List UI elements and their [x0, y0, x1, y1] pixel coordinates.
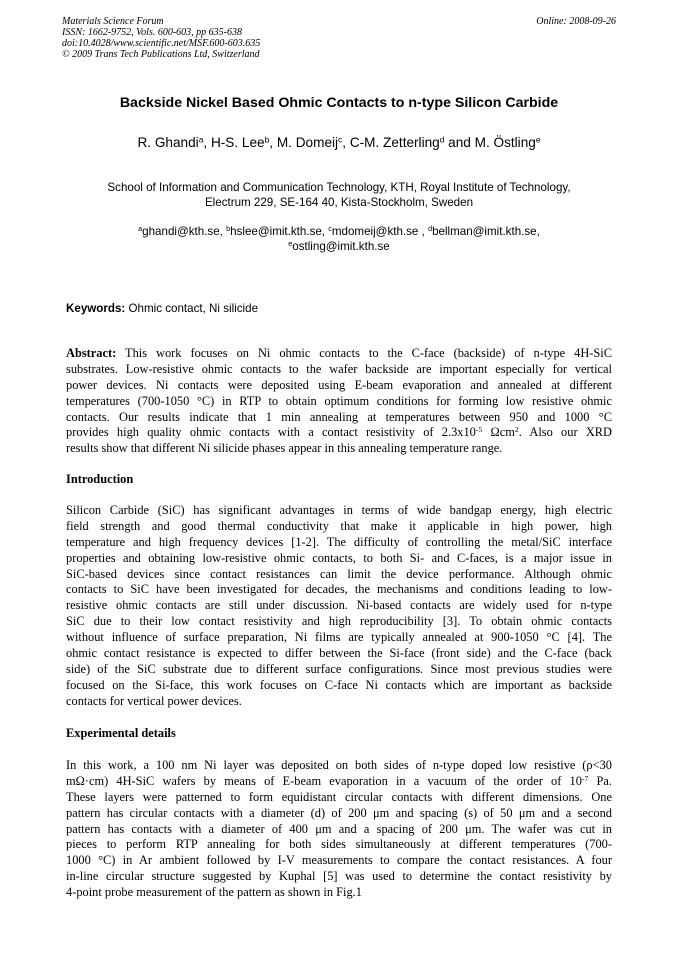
email-superscript: d [428, 224, 433, 234]
paragraph-line: contacts to SiC have been investigated for decades, the mechanisms and conditions leading to low- [66, 582, 612, 597]
author-superscript: e [535, 134, 541, 145]
author-name: C-M. Zetterling [349, 135, 440, 150]
abstract [66, 346, 612, 457]
author-separator: , [203, 135, 211, 150]
abstract-line-text: This work focuses on Ni ohmic contacts to the C-face (backside) of n-type 4H-SiC [125, 346, 612, 360]
unit: Ωcm [482, 425, 515, 440]
experimental-paragraph [66, 758, 612, 901]
author-name: H-S. Lee [210, 135, 265, 150]
abstract-line [66, 346, 612, 362]
email-superscript: c [328, 224, 332, 234]
keywords-text: Ohmic contact, Ni silicide [128, 302, 259, 315]
abstract-line-text: . Also our XRD [518, 425, 612, 440]
exponent: -7 [581, 773, 589, 783]
paragraph-line: properties and obtaining low-resistive ohmic contacts, to both Si- and C-faces, is a major issue in [66, 550, 612, 565]
paragraph-line: 1000 °C) in Ar ambient followed by I-V measurements to compare the contact resistances. A four [66, 853, 612, 868]
affiliation [40, 180, 638, 210]
paragraph-line: temperature and high frequency devices [1-2]. The difficulty of controlling the metal/SiC interface [66, 534, 612, 549]
paragraph-line: In this work, a 100 nm Ni layer was deposited on both sides of n-type doped low resistive (ρ<30 [66, 758, 612, 772]
paragraph-line: pattern has circular contacts with a diameter (d) of 200 μm and spacing (s) of 50 μm and a second [66, 805, 612, 820]
keywords [66, 302, 258, 315]
author-name: M. Östling [474, 135, 536, 150]
email-a: ghandi@kth.se, [142, 225, 223, 238]
email-superscript: e [288, 239, 293, 249]
author-list [40, 135, 638, 150]
email-c: mdomeij@kth.se , [331, 225, 425, 238]
abstract-label: Abstract: [66, 346, 117, 360]
author-separator: , [342, 135, 350, 150]
paragraph-line: SiC-based devices since contact resistances can limit the device performance. Although ohmic [66, 566, 612, 581]
email-d: bellman@imit.kth.se, [432, 225, 540, 238]
author-name: M. Domeij [276, 135, 339, 150]
author-emails [40, 224, 638, 254]
author-superscript: c [338, 134, 343, 145]
email-superscript: a [138, 224, 143, 234]
paragraph-line: pieces to perform RTP annealing for both sides simultaneously at different temperatures (700- [66, 837, 612, 852]
author-superscript: d [439, 134, 445, 145]
keywords-label: Keywords: [66, 302, 126, 315]
exponent: -5 [475, 425, 483, 435]
copyright-line: © 2009 Trans Tech Publications Ltd, Switzerland [62, 49, 260, 60]
section-heading-introduction: Introduction [66, 472, 134, 486]
author-superscript: b [264, 134, 270, 145]
affiliation-line: Electrum 229, SE-164 40, Kista-Stockholm, Sweden [204, 196, 474, 209]
paragraph-line-text: mΩ·cm) 4H-SiC wafers by means of E-beam evaporation in a vacuum of the order of 10 [66, 773, 582, 788]
affiliation-line: School of Information and Communication Technology, KTH, Royal Institute of Technology, [107, 181, 571, 194]
paragraph-line: 4-point probe measurement of the pattern as shown in Fig.1 [66, 885, 362, 900]
abstract-line [66, 425, 612, 441]
exponent: 2 [514, 425, 519, 435]
paragraph-line: in-line circular structure suggested by Kuphal [5] was used to determine the contact resistivity by [66, 869, 612, 884]
abstract-line: results show that different Ni silicide phases appear in this annealing temperature range. [66, 441, 503, 456]
running-header-left [62, 16, 260, 60]
author-superscript: a [198, 134, 204, 145]
abstract-line: contacts. Our results indicate that 1 min annealing at temperatures between 950 and 1000 °C [66, 409, 612, 424]
paper-title: Backside Nickel Based Ohmic Contacts to n-type Silicon Carbide [119, 95, 559, 111]
issn-line: ISSN: 1662-9752, Vols. 600-603, pp 635-638 [62, 27, 242, 38]
paragraph-line: focused on the Si-face, this work focuses on C-face Ni contacts which are important as backside [66, 677, 612, 692]
paragraph-line: pattern has contacts with a diameter of 400 μm and a spacing of 200 μm. The wafer was cut in [66, 821, 612, 836]
paragraph-line-text: Pa. [588, 773, 612, 788]
paragraph-line: SiC due to their low contact resistivity and high reproducibility [3]. To obtain ohmic contacts [66, 614, 612, 629]
email-superscript: b [226, 224, 231, 234]
section-heading-experimental: Experimental details [66, 726, 176, 740]
author-name: R. Ghandi [137, 135, 199, 150]
paragraph-line: resistive ohmic contacts are still under discussion. Ni-based contacts are widely used for n-type [66, 598, 612, 613]
paragraph-line: side) of the SiC substrate due to different surface configurations. Since most previous studies were [66, 661, 612, 676]
abstract-line-text: provides high quality ohmic contacts with a contact resistivity of 2.3x10 [66, 425, 476, 440]
paragraph-line: without influence of surface preparation, Ni films are typically annealed at 900-1050 °C [4]. The [66, 630, 612, 645]
author-and: and [444, 135, 475, 150]
abstract-line: power devices. Ni contacts were deposited using E-beam evaporation and annealed at different [66, 377, 612, 392]
paragraph-line: field strength and good thermal conductivity that make it applicable in high power, high [66, 518, 612, 533]
paragraph-line: These layers were patterned to form equidistant circular contacts with different dimensions. One [66, 789, 612, 804]
email-e: ostling@imit.kth.se [292, 240, 390, 253]
abstract-line: temperatures (700-1050 °C) in RTP to obtain optimum conditions for forming low resistive ohmic [66, 393, 612, 408]
author-separator: , [269, 135, 277, 150]
paragraph-line: Silicon Carbide (SiC) has significant advantages in terms of wide bandgap energy, high electric [66, 503, 612, 517]
journal-name: Materials Science Forum [62, 16, 164, 27]
email-line [40, 224, 638, 239]
introduction-paragraph [66, 503, 612, 710]
online-date: Online: 2008-09-26 [536, 16, 616, 27]
doi-line: doi:10.4028/www.scientific.net/MSF.600-603.635 [62, 38, 261, 49]
paragraph-line [66, 774, 612, 790]
paragraph-line: ohmic contact resistance is expected to differ between the Si-face (front side) and the C-face (back [66, 646, 612, 661]
abstract-line: substrates. Low-resistive ohmic contacts to the wafer backside are important especially for vertical [66, 361, 612, 376]
email-b: hslee@imit.kth.se, [230, 225, 326, 238]
email-line [40, 239, 638, 254]
paragraph-line: contacts for vertical power devices. [66, 693, 242, 708]
